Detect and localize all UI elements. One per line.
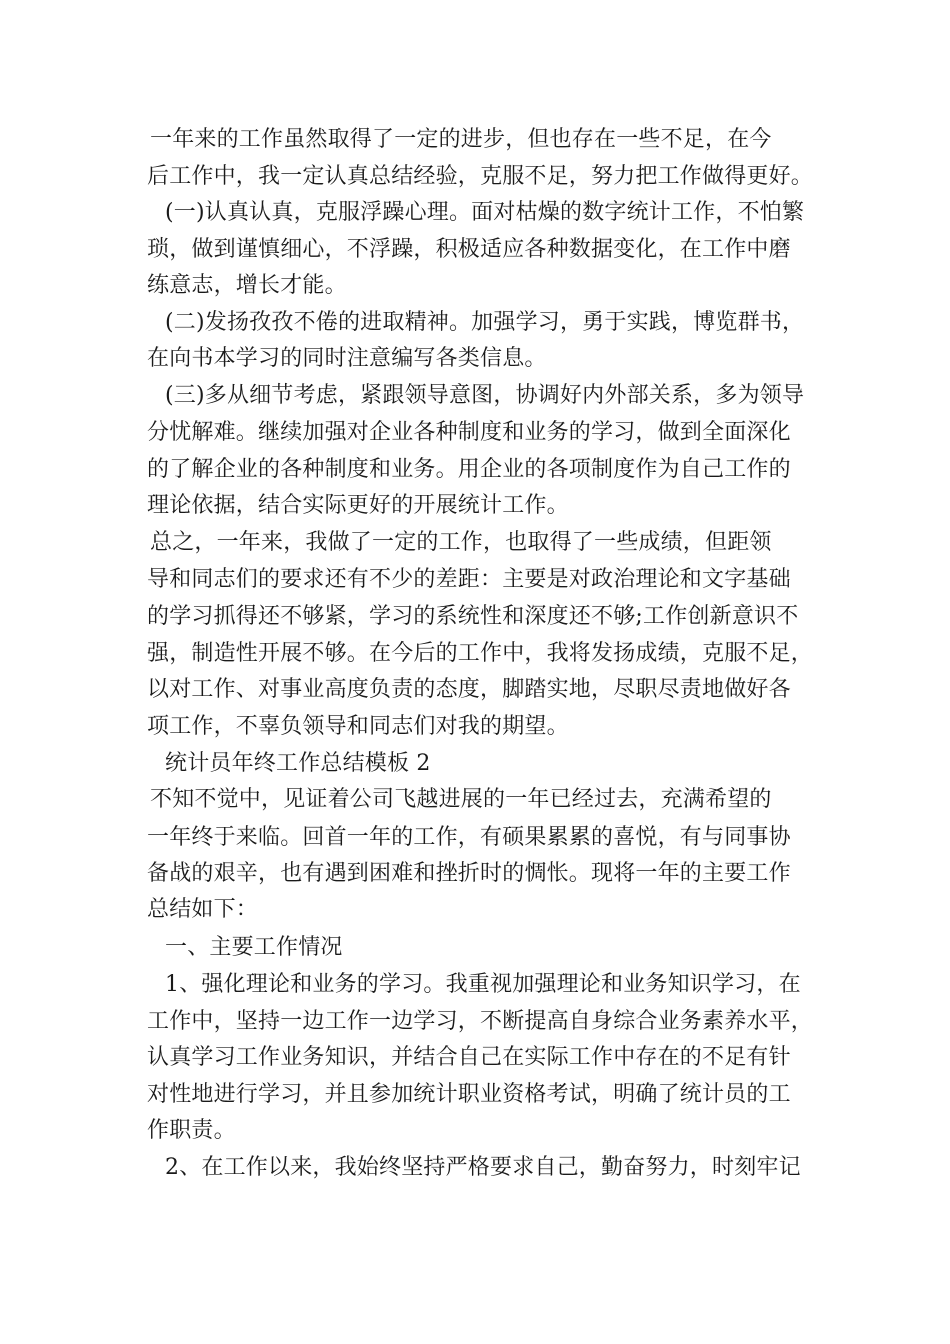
paragraph-line: 的学习抓得还不够紧，学习的系统性和深度还不够;工作创新意识不 xyxy=(147,604,799,629)
paragraph-line: 作职责。 xyxy=(147,1118,236,1143)
paragraph-line: 总结如下： xyxy=(147,897,259,922)
section-heading: 统计员年终工作总结模板 2 xyxy=(165,751,431,776)
paragraph-line: 后工作中，我一定认真总结经验，克服不足，努力把工作做得更好。 xyxy=(147,164,814,189)
subsection-heading: 一、主要工作情况 xyxy=(165,935,343,960)
paragraph-line: 的了解企业的各种制度和业务。用企业的各项制度作为自己工作的 xyxy=(147,457,791,482)
paragraph-line: (二)发扬孜孜不倦的进取精神。加强学习，勇于实践，博览群书， xyxy=(165,310,805,335)
paragraph-line: (三)多从细节考虑，紧跟领导意图，协调好内外部关系，多为领导 xyxy=(165,383,805,408)
paragraph-line: 备战的艰辛，也有遇到困难和挫折时的惆怅。现将一年的主要工作 xyxy=(147,861,791,886)
paragraph-line: 导和同志们的要求还有不少的差距：主要是对政治理论和文字基础 xyxy=(147,567,791,592)
paragraph-line: 总之，一年来，我做了一定的工作，也取得了一些成绩，但距领 xyxy=(150,530,772,555)
paragraph-line: 理论依据，结合实际更好的开展统计工作。 xyxy=(147,493,569,518)
paragraph-line: 认真学习工作业务知识，并结合自己在实际工作中存在的不足有针 xyxy=(147,1045,791,1070)
paragraph-line: 不知不觉中，见证着公司飞越进展的一年已经过去，充满希望的 xyxy=(150,787,772,812)
paragraph-line: (一)认真认真，克服浮躁心理。面对枯燥的数字统计工作，不怕繁 xyxy=(165,200,805,225)
paragraph-line: 以对工作、对事业高度负责的态度，脚踏实地，尽职尽责地做好各 xyxy=(147,677,791,702)
paragraph-line: 分忧解难。继续加强对企业各种制度和业务的学习，做到全面深化 xyxy=(147,420,791,445)
paragraph-line: 在向书本学习的同时注意编写各类信息。 xyxy=(147,346,547,371)
paragraph-line: 1、强化理论和业务的学习。我重视加强理论和业务知识学习，在 xyxy=(165,972,801,997)
paragraph-line: 琐，做到谨慎细心，不浮躁，积极适应各种数据变化，在工作中磨 xyxy=(147,237,791,262)
paragraph-line: 工作中，坚持一边工作一边学习，不断提高自身综合业务素养水平， xyxy=(147,1009,814,1034)
paragraph-line: 一年终于来临。回首一年的工作，有硕果累累的喜悦，有与同事协 xyxy=(147,825,791,850)
paragraph-line: 一年来的工作虽然取得了一定的进步，但也存在一些不足，在今 xyxy=(150,127,772,152)
paragraph-line: 练意志，增长才能。 xyxy=(147,273,347,298)
paragraph-line: 对性地进行学习，并且参加统计职业资格考试，明确了统计员的工 xyxy=(147,1082,791,1107)
paragraph-line: 强，制造性开展不够。在今后的工作中，我将发扬成绩，克服不足， xyxy=(147,641,814,666)
paragraph-line: 2、在工作以来，我始终坚持严格要求自己，勤奋努力，时刻牢记 xyxy=(165,1155,801,1180)
paragraph-line: 项工作，不辜负领导和同志们对我的期望。 xyxy=(147,714,569,739)
